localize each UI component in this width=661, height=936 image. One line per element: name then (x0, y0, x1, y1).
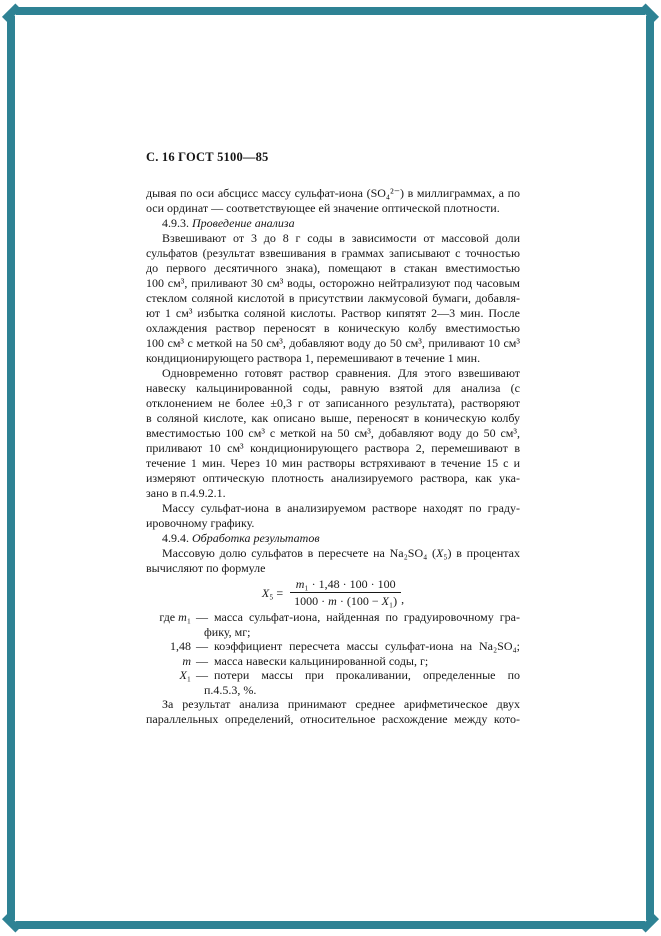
page-edge-left (7, 16, 15, 920)
page-edge-right (646, 16, 654, 920)
text-line: 100 см³ с меткой на 50 см³, добавляют воду до 50 см³, приливают 10 см³ (146, 336, 520, 350)
text-line: ют 1 см³ избытка соляной кислоты. Раствор кипятят 2—3 мин. После (146, 306, 520, 320)
definition-term: X₁ (179, 668, 191, 682)
text-line: За результат анализа принимают среднее арифметическое двух (162, 697, 520, 711)
definition-text: масса сульфат-иона, найденная по градуировочному гра- (214, 610, 520, 624)
text-line: 100 см³, приливают 30 см³ воды, осторожно нейтрализуют под часовым (146, 276, 520, 290)
text-line: параллельных определений, относительное расхождение между кото- (146, 712, 520, 726)
formula-lhs: X₅ = (261, 585, 284, 600)
definition-text: масса навески кальцинированной соды, г; (214, 653, 429, 668)
definition-term: 1,48 (170, 639, 191, 653)
definition-row (146, 654, 520, 669)
definition-dash: — (196, 653, 208, 668)
text-line: ировочному графику. (146, 516, 255, 530)
definition-continuation: фику, мг; (204, 624, 251, 639)
definition-dash: — (196, 639, 208, 653)
formula-denominator: 1000 · m · (100 − X₁) (294, 594, 398, 608)
text-line: вместимостью 100 см³ с меткой на 50 см³, добавляют воду до 50 см³, (146, 426, 520, 440)
text-line: кондиционирующего раствора 1, перемешивают в течение 1 мин. (146, 351, 481, 365)
definition-text: потери массы при прокаливании, определенные по (214, 668, 520, 682)
document-content (146, 150, 520, 727)
definition-term: где m₁ (159, 610, 191, 624)
text-line: сульфатов (результат взвешивания в граммах записывают с точностью (146, 246, 520, 260)
text-line: до первого десятичного знака), помещают в стакан вместимостью (146, 261, 520, 275)
definition-dash: — (196, 610, 208, 624)
text-line: отклонением не более ±0,3 г от записанного результата), растворяют (146, 396, 520, 410)
text-line: течение 1 мин. Через 10 мин растворы встряхивают в течение 15 с и (146, 456, 520, 470)
definition-row (146, 668, 520, 683)
text-line: Массу сульфат-иона в анализируемом растворе находят по граду- (162, 501, 520, 515)
page-corner-mark-bottom-right (640, 913, 659, 932)
section-heading: 4.9.4. Обработка результатов (162, 531, 320, 545)
text-line: стеклом соляной кислотой в присутствии лакмусовой бумаги, добавля- (146, 291, 520, 305)
definition-row (146, 639, 520, 654)
text-line: Одновременно готовят раствор сравнения. Для этого взвешивают (162, 366, 520, 380)
text-line: охлаждения раствор переносят в коническую колбу вместимостью (146, 321, 520, 335)
formula-numerator: m₁ · 1,48 · 100 · 100 (290, 578, 401, 593)
definition-row (146, 610, 520, 625)
page-edge-top (16, 7, 645, 15)
formula (146, 578, 520, 607)
definition-list (146, 610, 520, 697)
text-line: оси ординат — соответствующее ей значение оптической плотности. (146, 201, 500, 215)
definition-dash: — (196, 668, 208, 682)
text-line: измеряют оптическую плотность анализируемого раствора, как ука- (146, 471, 520, 485)
definition-text: коэффициент пересчета массы сульфат-иона на Na₂SO₄; (214, 639, 520, 653)
text-line: вычисляют по формуле (146, 561, 266, 575)
text-line: в соляной кислоте, как описано выше, переносят в коническую колбу (146, 411, 520, 425)
definition-continuation: п.4.5.3, %. (204, 682, 257, 697)
page-header: С. 16 ГОСТ 5100—85 (146, 150, 269, 164)
text-line: приливают 10 см³ кондиционирующего раствора 2, перемешивают в (146, 441, 520, 455)
page-edge-bottom (16, 921, 645, 929)
document-body (146, 186, 520, 727)
formula-fraction (290, 578, 401, 607)
text-line: Массовую долю сульфатов в пересчете на Na₂SO₄ (X₅) в процентах (162, 546, 520, 560)
text-line: навеску кальцинированной соды, равную взятой для анализа (с (146, 381, 520, 395)
text-line: дывая по оси абсцисс массу сульфат-иона (SO₄²⁻) в миллиграммах, а по (146, 186, 520, 200)
section-heading: 4.9.3. Проведение анализа (162, 216, 295, 230)
definition-term: m (182, 653, 191, 668)
text-line: Взвешивают от 3 до 8 г соды в зависимости от массовой доли (162, 231, 520, 245)
formula-comma: , (401, 592, 405, 606)
text-line: зано в п.4.9.2.1. (146, 486, 226, 500)
